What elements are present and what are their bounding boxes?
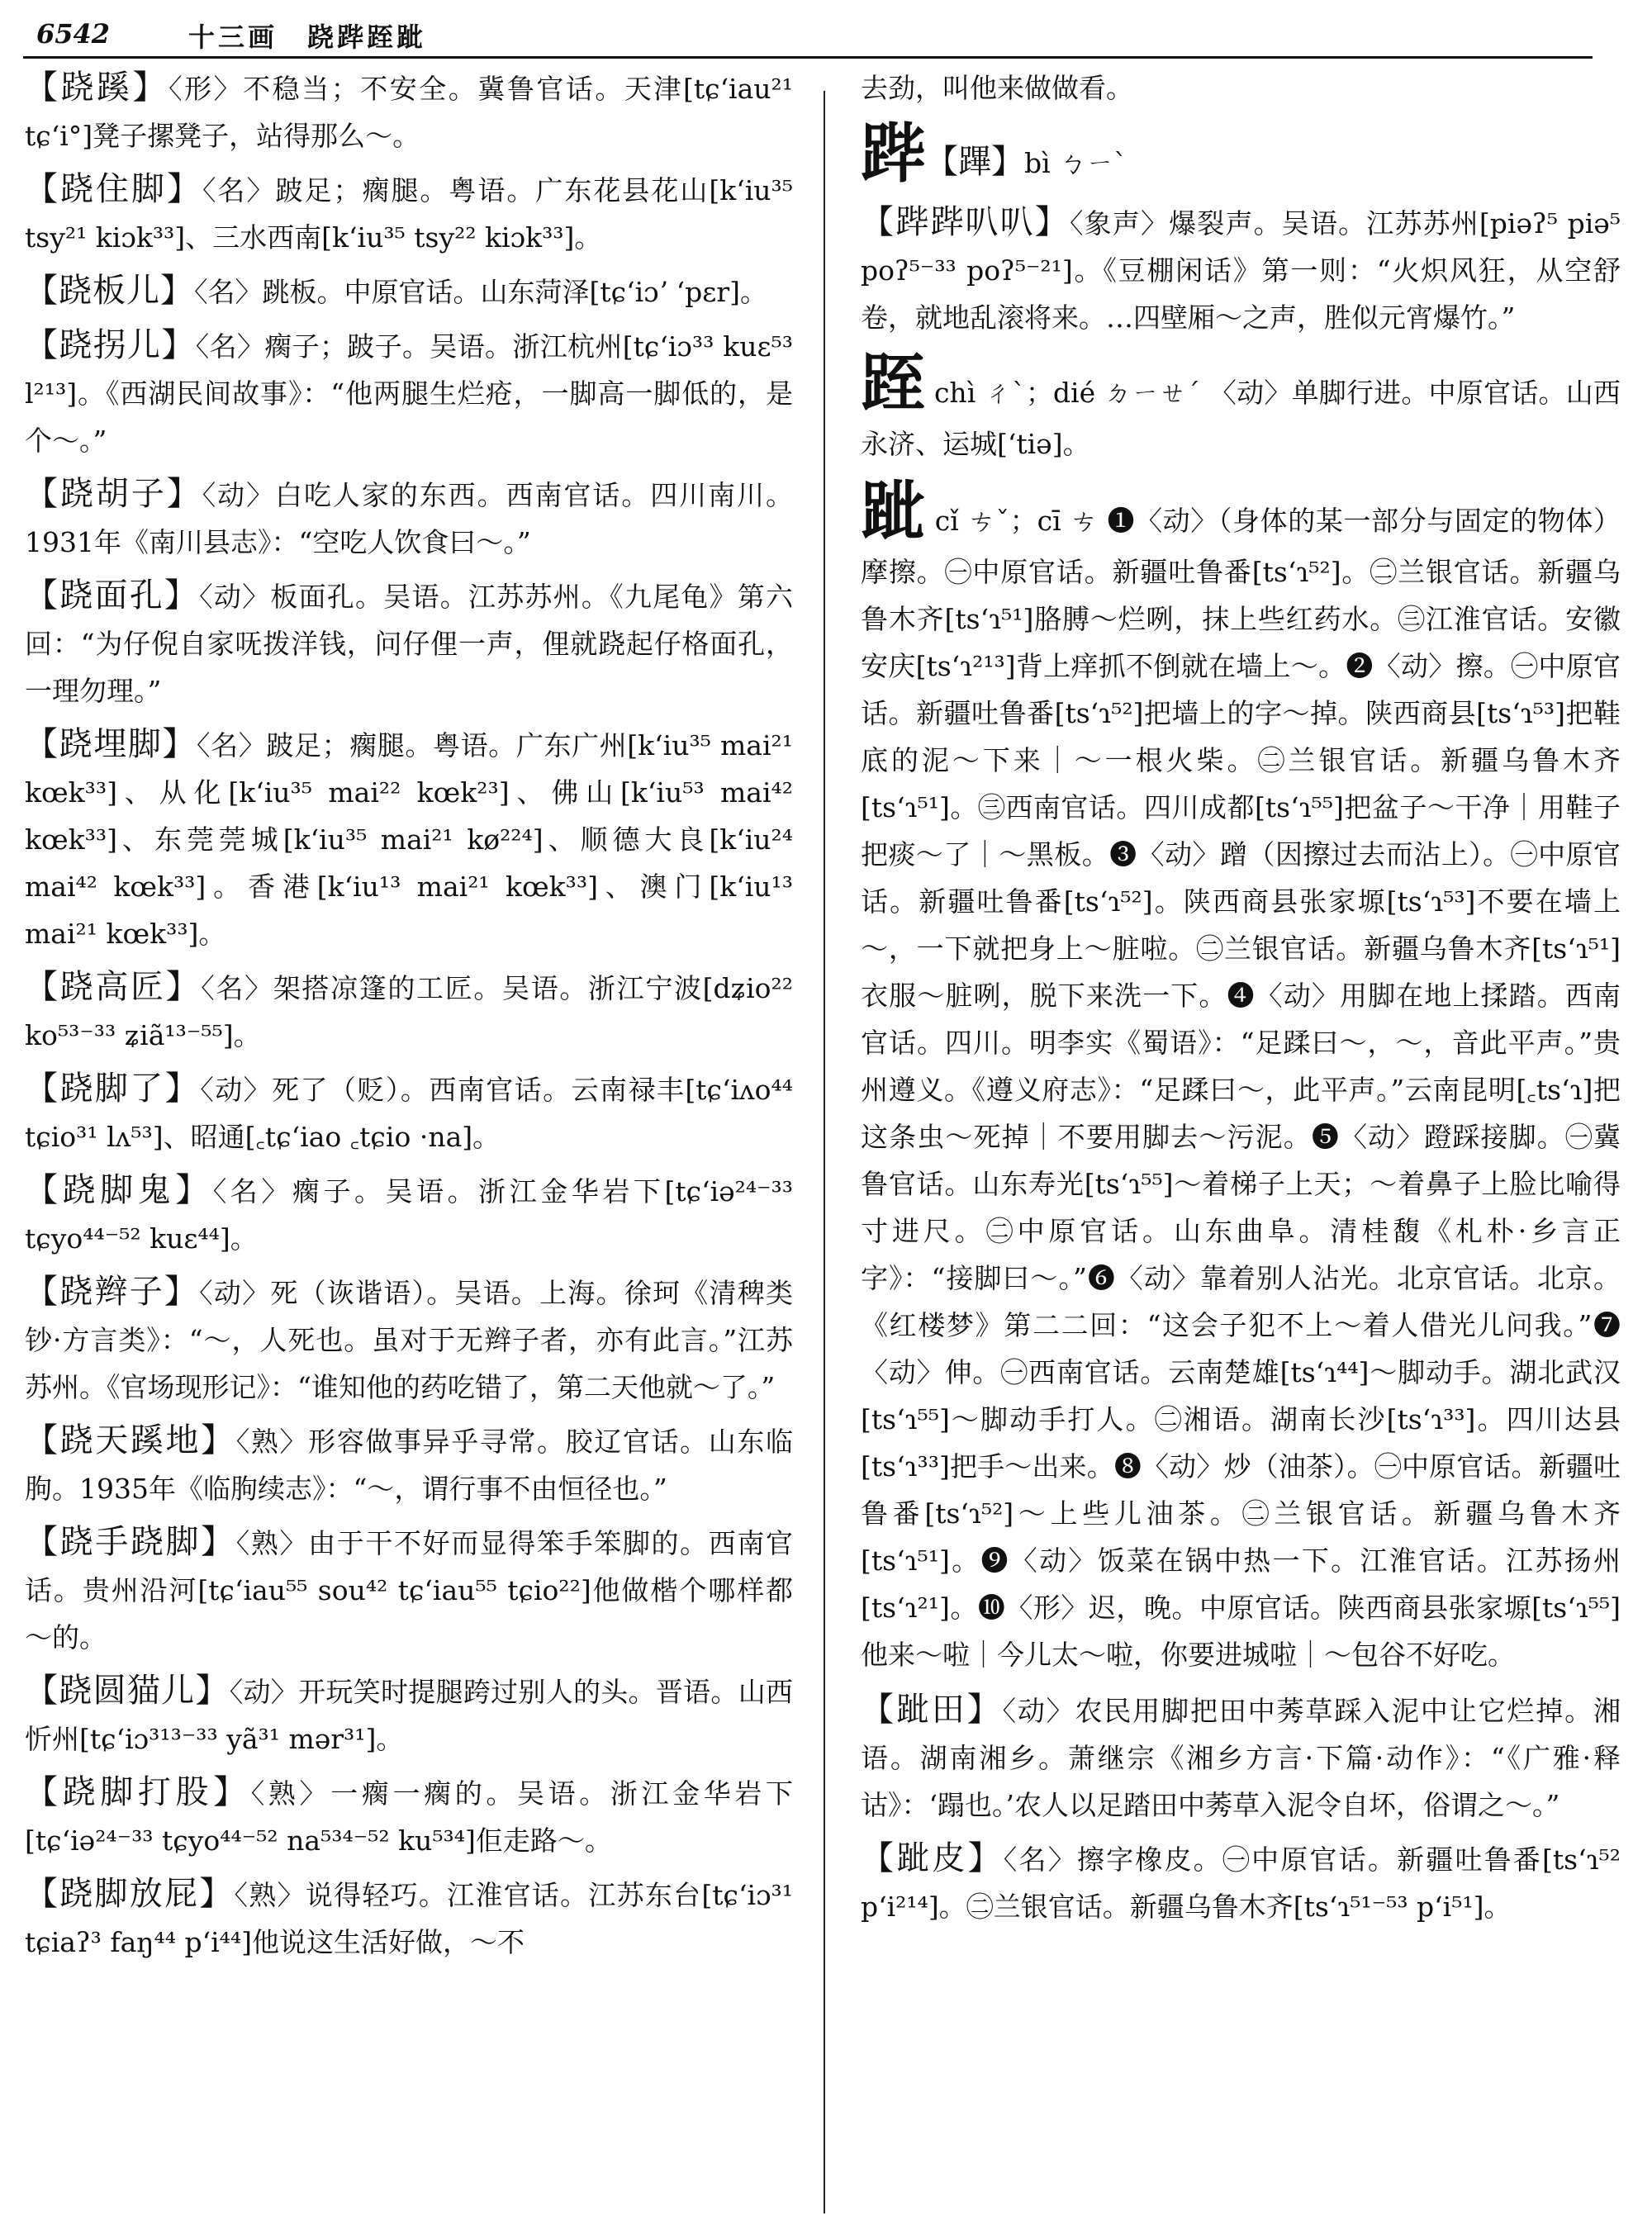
entry-headword: 【跷面孔】 — [25, 576, 200, 614]
dictionary-entry — [25, 1769, 793, 1864]
entry-definition: 〈动〉板面孔。吴语。江苏苏州。《九尾龟》第六回：“为仔倪自家呒拨洋钱，问仔俚一声，俚就跷起仔格面孔，一理勿理。” — [25, 581, 794, 707]
entry-continuation: 去劲，叫他来做做看。 — [861, 72, 1133, 104]
entry-definition: 〈动〉死（诙谐语）。吴语。上海。徐珂《清稗类钞·方言类》：“～，人死也。虽对于无辫子者，亦有此言。”江苏苏州。《官场现形记》：“谁知他的药吃错了，第二天他就～了。” — [25, 1277, 794, 1403]
dictionary-entry — [861, 199, 1621, 341]
dictionary-entry — [25, 64, 793, 159]
entry-headword: 【跷埋脚】 — [25, 725, 197, 763]
dictionary-entry — [25, 721, 793, 957]
entry-headword: 【跷胡子】 — [25, 475, 202, 513]
entry-definition: 〈名〉跛足；瘸腿。粤语。广东广州[kʻiu³⁵ mai²¹ kœk³³]、从化[kʻiu³⁵ mai²² kœk²³]、佛山[kʻiu⁵³ mai⁴² kœk³³]、东莞莞城[kʻiu³⁵ mai²¹ kø²²⁴]、顺德大良[kʻiu²⁴ mai⁴² kœk³³]。香港[kʻiu¹³ mai²¹ kœk³³]、澳门[kʻiu¹³ mai²¹ kœk³³]。 — [25, 729, 793, 950]
entry-headword: 【跐皮】 — [861, 1839, 1004, 1877]
entry-definition: 〈动〉白吃人家的东西。西南官话。四川南川。1931年《南川县志》：“空吃人饮食曰～。” — [25, 479, 794, 558]
dictionary-entry — [25, 1417, 793, 1512]
entry-headword: 【跷手跷脚】 — [25, 1523, 236, 1561]
character-entry-ci — [861, 476, 1621, 1678]
right-column — [861, 64, 1621, 1937]
character-variant: 【蹕】 — [925, 143, 1025, 181]
left-column — [25, 64, 793, 1972]
entry-headword: 【跷拐儿】 — [25, 326, 196, 364]
dictionary-entry — [861, 1687, 1621, 1829]
entry-definition: 〈名〉架搭凉篷的工匠。吴语。浙江宁波[dʑio²² ko⁵³⁻³³ ʑiã¹³⁻⁵⁵]。 — [25, 972, 793, 1051]
dictionary-entry — [25, 572, 793, 714]
entry-definition: 〈名〉瘸子；跛子。吴语。浙江杭州[tɕʻiɔ³³ kuɛ⁵³ l²¹³]。《西湖民间故事》：“他两腿生烂疮，一脚高一脚低的，是个～。” — [25, 330, 793, 457]
entry-definition: 〈熟〉由于干不好而显得笨手笨脚的。西南官话。贵州沿河[tɕʻiau⁵⁵ sou⁴² tɕʻiau⁵⁵ tɕio²²]他做楷个哪样都～的。 — [25, 1527, 794, 1654]
entry-definition: 〈名〉跛足；瘸腿。粤语。广东花县花山[kʻiu³⁵ tsy²¹ kiɔk³³]、三水西南[kʻiu³⁵ tsy²² kiɔk³³]。 — [25, 174, 794, 254]
entry-definition: 〈动〉开玩笑时提腿跨过别人的头。晋语。山西忻州[tɕʻiɔ³¹³⁻³³ yã³¹ mər³¹]。 — [25, 1676, 794, 1755]
page-number: 6542 — [36, 18, 111, 50]
entry-headword: 【跷脚了】 — [25, 1070, 201, 1108]
dictionary-entry — [25, 1167, 793, 1262]
entry-definition: 〈名〉跳板。中原官话。山东菏泽[tɕʻiɔʼ ʻpɛr]。 — [194, 276, 767, 308]
entry-headword: 【跷蹊】 — [25, 69, 169, 107]
dictionary-entry — [25, 268, 793, 316]
character-headword: 跸 — [861, 116, 926, 192]
entry-definition: 〈形〉不稳当；不安全。冀鲁官话。天津[tɕʻiau²¹ tɕʻi°]凳子摞凳子，站得那么～。 — [25, 73, 793, 152]
dictionary-entry — [25, 1519, 793, 1661]
character-definition: chì ㄔˋ；dié ㄉㄧㄝˊ 〈动〉单脚行进。中原官话。山西永济、运城[ʻtiə]。 — [861, 377, 1621, 460]
entry-headword: 【跷脚鬼】 — [25, 1171, 213, 1209]
dictionary-entry — [25, 166, 793, 261]
dictionary-entry — [25, 1871, 793, 1966]
dictionary-entry — [25, 1269, 793, 1411]
entry-definition: 〈名〉瘸子。吴语。浙江金华岩下[tɕʻiə²⁴⁻³³ tɕyo⁴⁴⁻⁵² kuɛ⁴⁴]。 — [25, 1175, 794, 1255]
entry-headword: 【跷圆猫儿】 — [25, 1672, 230, 1710]
entry-definition: 〈熟〉一瘸一瘸的。吴语。浙江金华岩下[tɕʻiə²⁴⁻³³ tɕyo⁴⁴⁻⁵² na⁵³⁴⁻⁵² ku⁵³⁴]佢走路～。 — [25, 1777, 794, 1857]
character-headword: 跮 — [861, 346, 926, 421]
dictionary-entry — [25, 964, 793, 1059]
column-divider — [824, 91, 825, 2213]
entry-definition: 〈动〉死了（贬）。西南官话。云南禄丰[tɕʻiʌo⁴⁴ tɕio³¹ lʌ⁵³]、昭通[꜀tɕʻiao ꜀tɕio ·na]。 — [25, 1074, 794, 1153]
character-entry-chi — [861, 348, 1621, 467]
character-headword: 跐 — [861, 474, 926, 549]
entry-headword: 【跷天蹊地】 — [25, 1421, 236, 1459]
dictionary-entry — [25, 471, 793, 566]
entry-headword: 【跷板儿】 — [25, 272, 194, 310]
entry-headword: 【跷脚打股】 — [25, 1773, 251, 1811]
entry-definition: 〈熟〉说得轻巧。江淮官话。江苏东台[tɕʻiɔ³¹ tɕiaʔ³ faŋ⁴⁴ pʻi⁴⁴]他说这生活好做，～不 — [25, 1879, 794, 1958]
entry-headword: 【跐田】 — [861, 1691, 1003, 1729]
entry-headword: 【跸跸叭叭】 — [861, 203, 1070, 241]
entry-headword: 【跷住脚】 — [25, 170, 202, 208]
entry-definition: 〈名〉擦字橡皮。㊀中原官话。新疆吐鲁番[tsʻɿ⁵² pʻi²¹⁴]。㊁兰银官话。新疆乌鲁木齐[tsʻɿ⁵¹⁻⁵³ pʻi⁵¹]。 — [861, 1843, 1621, 1923]
section-title: 十三画 跷跸跮跐 — [188, 21, 427, 53]
dictionary-entry — [25, 322, 793, 464]
entry-definition: 〈象声〉爆裂声。吴语。江苏苏州[piəʔ⁵ piə⁵ poʔ⁵⁻³³ poʔ⁵⁻²¹]。《豆棚闲话》第一则：“火炽风狂，从空舒卷，就地乱滚将来。…四壁厢～之声，胜似元宵爆竹。” — [861, 207, 1621, 334]
character-definition: cǐ ㄘˇ；cī ㄘ ❶〈动〉（身体的某一部分与固定的物体）摩擦。㊀中原官话。新疆吐鲁番[tsʻɿ⁵²]。㊁兰银官话。新疆乌鲁木齐[tsʻɿ⁵¹]胳膊～烂咧，抹上些红药水。㊂江淮官话。安徽安庆[tsʻɿ²¹³]背上痒抓不倒就在墙上～。❷〈动〉擦。㊀中原官话。新疆吐鲁番[tsʻɿ⁵²]把墙上的字～掉。陕西商县[tsʻɿ⁵³]把鞋底的泥～下来｜～一根火柴。㊁兰银官话。新疆乌鲁木齐[tsʻɿ⁵¹]。㊂西南官话。四川成都[tsʻɿ⁵⁵]把盆子～干净｜用鞋子把痰～了｜～黑板。❸〈动〉蹭（因擦过去而沾上）。㊀中原官话。新疆吐鲁番[tsʻɿ⁵²]。陕西商县张家塬[tsʻɿ⁵³]不要在墙上～，一下就把身上～脏啦。㊁兰银官话。新疆乌鲁木齐[tsʻɿ⁵¹]衣服～脏咧，脱下来洗一下。❹〈动〉用脚在地上揉踏。西南官话。四川。明李实《蜀语》：“足蹂曰～，～，音此平声。”贵州遵义。《遵义府志》：“足蹂曰～，此平声。”云南昆明[꜀tsʻɿ]把这条虫～死掉｜不要用脚去～污泥。❺〈动〉蹬踩接脚。㊀冀鲁官话。山东寿光[tsʻɿ⁵⁵]～着梯子上天；～着鼻子上脸比喻得寸进尺。㊁中原官话。山东曲阜。清桂馥《札朴·乡言正字》：“接脚曰～。”❻〈动〉靠着别人沾光。北京官话。北京。《红楼梦》第二二回：“这会子犯不上～着人借光儿问我。”❼〈动〉伸。㊀西南官话。云南楚雄[tsʻɿ⁴⁴]～脚动手。湖北武汉[tsʻɿ⁵⁵]～脚动手打人。㊁湘语。湖南长沙[tsʻɿ³³]。四川达县[tsʻɿ³³]把手～出来。❽〈动〉炒（油茶）。㊀中原官话。新疆吐鲁番[tsʻɿ⁵²]～上些儿油茶。㊁兰银官话。新疆乌鲁木齐[tsʻɿ⁵¹]。❾〈动〉饭菜在锅中热一下。江淮官话。江苏扬州[tsʻɿ²¹]。❿〈形〉迟，晚。中原官话。陕西商县张家塬[tsʻɿ⁵⁵]他来～啦｜今儿太～啦，你要进城啦｜～包谷不好吃。 — [861, 505, 1621, 1671]
entry-headword: 【跷辫子】 — [25, 1273, 200, 1311]
entry-headword: 【跷脚放屁】 — [25, 1875, 235, 1913]
entry-definition: 〈熟〉形容做事异乎寻常。胶辽官话。山东临朐。1935年《临朐续志》：“～，谓行事不由恒径也。” — [25, 1426, 794, 1505]
character-pinyin: bì ㄅㄧˋ — [1024, 147, 1127, 179]
character-entry-bi — [861, 118, 1621, 191]
entry-headword: 【跷高匠】 — [25, 968, 202, 1006]
dictionary-entry — [25, 1668, 793, 1763]
entry-definition: 〈动〉农民用脚把田中莠草踩入泥中让它烂掉。湘语。湖南湘乡。萧继宗《湘乡方言·下篇·动作》：“《广雅·释诂》：‘蹋也。’农人以足踏田中莠草入泥令自坏，俗谓之～。” — [861, 1695, 1621, 1821]
dictionary-entry — [861, 1835, 1621, 1930]
dictionary-entry — [25, 1065, 793, 1160]
